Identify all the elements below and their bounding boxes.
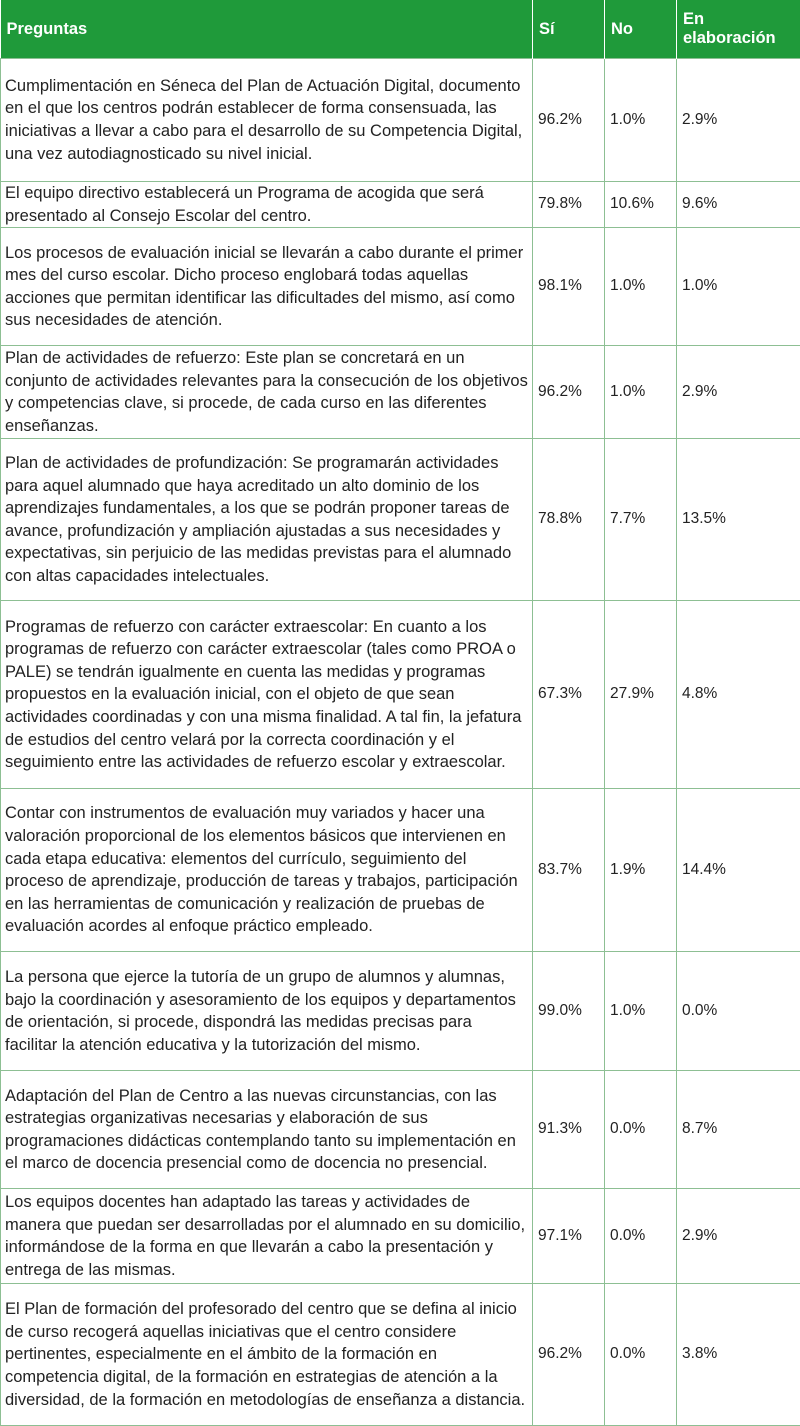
in-progress-cell: 8.7% bbox=[677, 1071, 800, 1189]
question-cell: Plan de actividades de refuerzo: Este plan se concretará en un conjunto de actividades relevantes para la consecución de los objetivos y competencias clave, si procede, de cada curso en las diferentes enseñanzas. bbox=[1, 346, 533, 439]
table-row bbox=[1, 1071, 800, 1189]
question-cell: Contar con instrumentos de evaluación muy variados y hacer una valoración proporcional de los elementos básicos que intervienen en cada etapa educativa: elementos del currículo, seguimiento del proceso de aprendizaje, producción de tareas y trabajos, participación en las herramientas de comunicación y realización de pruebas de evaluación acordes al enfoque práctico empleado. bbox=[1, 789, 533, 952]
table-row bbox=[1, 601, 800, 789]
in-progress-cell: 9.6% bbox=[677, 182, 800, 228]
no-cell: 1.0% bbox=[605, 952, 677, 1071]
question-cell: Los equipos docentes han adaptado las tareas y actividades de manera que puedan ser desarrolladas por el alumnado en su domicilio, informándose de la forma en que llevarán a cabo la presentación y entrega de las mismas. bbox=[1, 1189, 533, 1284]
yes-cell: 91.3% bbox=[533, 1071, 605, 1189]
in-progress-cell: 2.9% bbox=[677, 1189, 800, 1284]
header-in-progress: En elaboración bbox=[677, 0, 800, 59]
table-row bbox=[1, 439, 800, 601]
header-yes: Sí bbox=[533, 0, 605, 59]
no-cell: 10.6% bbox=[605, 182, 677, 228]
table-row bbox=[1, 59, 800, 182]
table-row bbox=[1, 1189, 800, 1284]
yes-cell: 99.0% bbox=[533, 952, 605, 1071]
header-questions: Preguntas bbox=[1, 0, 533, 59]
question-cell: El Plan de formación del profesorado del centro que se defina al inicio de curso recogerá aquellas iniciativas que el centro considere pertinentes, especialmente en el ámbito de la formación en competencia digital, de la formación en estrategias de atención a la diversidad, de la formación en metodologías de enseñanza a distancia. bbox=[1, 1284, 533, 1426]
in-progress-cell: 14.4% bbox=[677, 789, 800, 952]
in-progress-cell: 0.0% bbox=[677, 952, 800, 1071]
table-row bbox=[1, 346, 800, 439]
in-progress-cell: 4.8% bbox=[677, 601, 800, 789]
no-cell: 7.7% bbox=[605, 439, 677, 601]
no-cell: 0.0% bbox=[605, 1284, 677, 1426]
in-progress-cell: 2.9% bbox=[677, 346, 800, 439]
yes-cell: 78.8% bbox=[533, 439, 605, 601]
no-cell: 0.0% bbox=[605, 1071, 677, 1189]
yes-cell: 79.8% bbox=[533, 182, 605, 228]
no-cell: 1.9% bbox=[605, 789, 677, 952]
table-row bbox=[1, 952, 800, 1071]
yes-cell: 96.2% bbox=[533, 59, 605, 182]
question-cell: El equipo directivo establecerá un Programa de acogida que será presentado al Consejo Escolar del centro. bbox=[1, 182, 533, 228]
table-header-row bbox=[1, 0, 800, 59]
in-progress-cell: 1.0% bbox=[677, 228, 800, 346]
table-row bbox=[1, 1284, 800, 1426]
table-row bbox=[1, 228, 800, 346]
yes-cell: 67.3% bbox=[533, 601, 605, 789]
question-cell: Plan de actividades de profundización: Se programarán actividades para aquel alumnado que haya acreditado un alto dominio de los aprendizajes fundamentales, a los que se podrán proponer tareas de avance, profundización y ampliación ajustadas a sus necesidades y expectativas, sin perjuicio de las medidas previstas para el alumnado con altas capacidades intelectuales. bbox=[1, 439, 533, 601]
header-no: No bbox=[605, 0, 677, 59]
in-progress-cell: 3.8% bbox=[677, 1284, 800, 1426]
no-cell: 1.0% bbox=[605, 228, 677, 346]
no-cell: 1.0% bbox=[605, 346, 677, 439]
question-cell: Los procesos de evaluación inicial se llevarán a cabo durante el primer mes del curso escolar. Dicho proceso englobará todas aquellas acciones que permitan identificar las dificultades del mismo, así como sus necesidades de atención. bbox=[1, 228, 533, 346]
yes-cell: 97.1% bbox=[533, 1189, 605, 1284]
no-cell: 1.0% bbox=[605, 59, 677, 182]
yes-cell: 83.7% bbox=[533, 789, 605, 952]
table-row bbox=[1, 789, 800, 952]
question-cell: La persona que ejerce la tutoría de un grupo de alumnos y alumnas, bajo la coordinación y asesoramiento de los equipos y departamentos de orientación, si procede, dispondrá las medidas precisas para facilitar la atención educativa y la tutorización del mismo. bbox=[1, 952, 533, 1071]
question-cell: Programas de refuerzo con carácter extraescolar: En cuanto a los programas de refuerzo con carácter extraescolar (tales como PROA o PALE) se tendrán igualmente en cuenta las medidas y programas propuestos en la evaluación inicial, con el objeto de que sean actividades coordinadas y con una misma finalidad. A tal fin, la jefatura de estudios del centro velará por la correcta coordinación y el seguimiento entre las actividades de refuerzo escolar y extraescolar. bbox=[1, 601, 533, 789]
no-cell: 27.9% bbox=[605, 601, 677, 789]
yes-cell: 96.2% bbox=[533, 346, 605, 439]
yes-cell: 96.2% bbox=[533, 1284, 605, 1426]
question-cell: Cumplimentación en Séneca del Plan de Actuación Digital, documento en el que los centros podrán establecer de forma consensuada, las iniciativas a llevar a cabo para el desarrollo de su Competencia Digital, una vez autodiagnosticado su nivel inicial. bbox=[1, 59, 533, 182]
question-cell: Adaptación del Plan de Centro a las nuevas circunstancias, con las estrategias organizativas necesarias y elaboración de sus programaciones didácticas contemplando tanto su implementación en el marco de docencia presencial como de docencia no presencial. bbox=[1, 1071, 533, 1189]
table-row bbox=[1, 182, 800, 228]
in-progress-cell: 13.5% bbox=[677, 439, 800, 601]
yes-cell: 98.1% bbox=[533, 228, 605, 346]
no-cell: 0.0% bbox=[605, 1189, 677, 1284]
in-progress-cell: 2.9% bbox=[677, 59, 800, 182]
